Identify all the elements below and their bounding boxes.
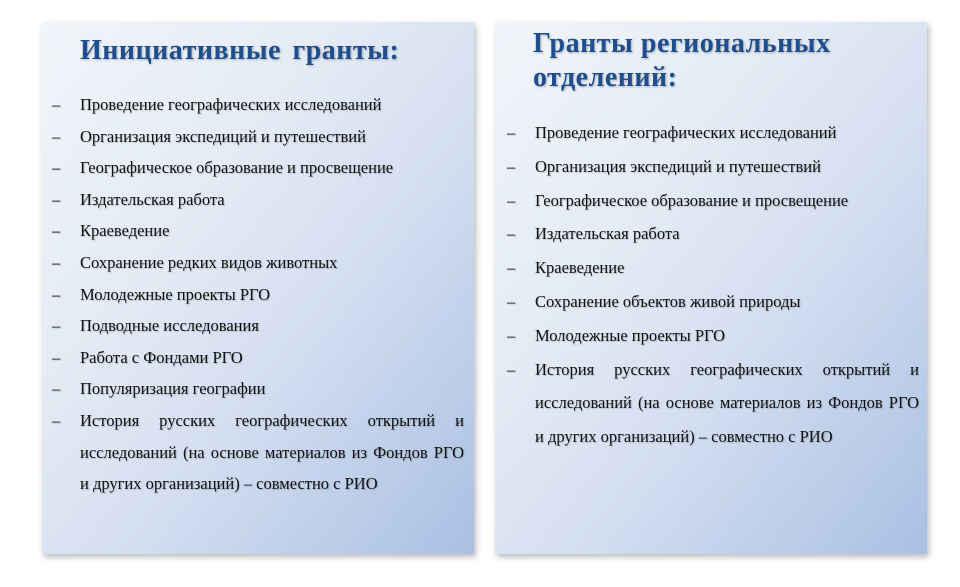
bullet-dash: – [52, 126, 61, 146]
bullet-dash: – [507, 123, 516, 142]
list-item-text: История русских географических открытий и исследований (на основе материалов из Фондов РГО и других организаций) – совместно с РИО [80, 410, 464, 494]
bullet-dash: – [507, 258, 516, 278]
bullet-dash: – [52, 316, 61, 336]
list-item [42, 310, 474, 342]
bullet-dash: – [507, 224, 516, 244]
bullet-dash: – [52, 379, 61, 399]
list-item-text: Работа с Фондами РГО [80, 347, 243, 367]
list-item [42, 89, 474, 121]
list-item-text: Издательская работа [80, 189, 225, 209]
list-item-text: Краеведение [80, 221, 170, 241]
list-item [495, 285, 927, 319]
list-item [42, 405, 474, 500]
regional-grants-panel [495, 22, 927, 554]
list-item [495, 184, 927, 218]
bullet-dash: – [507, 156, 516, 176]
bullet-dash: – [507, 190, 516, 210]
list-item-text: Подводные исследования [80, 316, 259, 336]
list-item-text: Организация экспедиций и путешествий [535, 156, 821, 176]
list-item [495, 319, 927, 353]
list-item [495, 217, 927, 251]
bullet-dash: – [52, 284, 61, 304]
list-item-text: Сохранение объектов живой природы [535, 291, 801, 311]
list-item-text: История русских географических открытий и исследований (на основе материалов из Фондов РГО и других организаций) – совместно с РИО [535, 359, 919, 447]
list-item [495, 251, 927, 285]
list-item [42, 279, 474, 311]
bullet-dash: – [52, 95, 61, 114]
list-item-text: Географическое образование и просвещение [535, 190, 849, 210]
bullet-dash: – [52, 410, 61, 430]
list-item [42, 215, 474, 247]
bullet-dash: – [52, 221, 61, 241]
list-item-text: Популяризация географии [80, 379, 266, 399]
list-item [495, 150, 927, 184]
list-item [495, 353, 927, 454]
list-item [42, 247, 474, 279]
bullet-dash: – [52, 252, 61, 272]
bullet-dash: – [52, 158, 61, 178]
list-item-text: Организация экспедиций и путешествий [80, 126, 366, 146]
list-item [42, 184, 474, 216]
initiative-grants-title: Инициативные гранты: [80, 35, 400, 66]
list-item-text: Молодежные проекты РГО [535, 325, 726, 345]
list-item-text: Проведение географических исследований [80, 95, 382, 114]
list-item [42, 373, 474, 405]
list-item-text: Сохранение редких видов животных [80, 252, 338, 272]
bullet-dash: – [52, 347, 61, 367]
initiative-grants-panel [42, 22, 474, 554]
list-item-text: Издательская работа [535, 224, 680, 244]
list-item [42, 121, 474, 153]
list-item [42, 342, 474, 374]
regional-grants-list [495, 116, 927, 454]
bullet-dash: – [507, 325, 516, 345]
initiative-grants-list [42, 89, 474, 500]
list-item [495, 116, 927, 150]
bullet-dash: – [52, 189, 61, 209]
list-item-text: Молодежные проекты РГО [80, 284, 271, 304]
list-item-text: Краеведение [535, 258, 625, 278]
list-item-text: Географическое образование и просвещение [80, 158, 394, 178]
list-item-text: Проведение географических исследований [535, 123, 837, 142]
list-item [42, 152, 474, 184]
bullet-dash: – [507, 291, 516, 311]
regional-grants-title: Гранты региональных отделений: [533, 28, 831, 93]
bullet-dash: – [507, 359, 516, 379]
